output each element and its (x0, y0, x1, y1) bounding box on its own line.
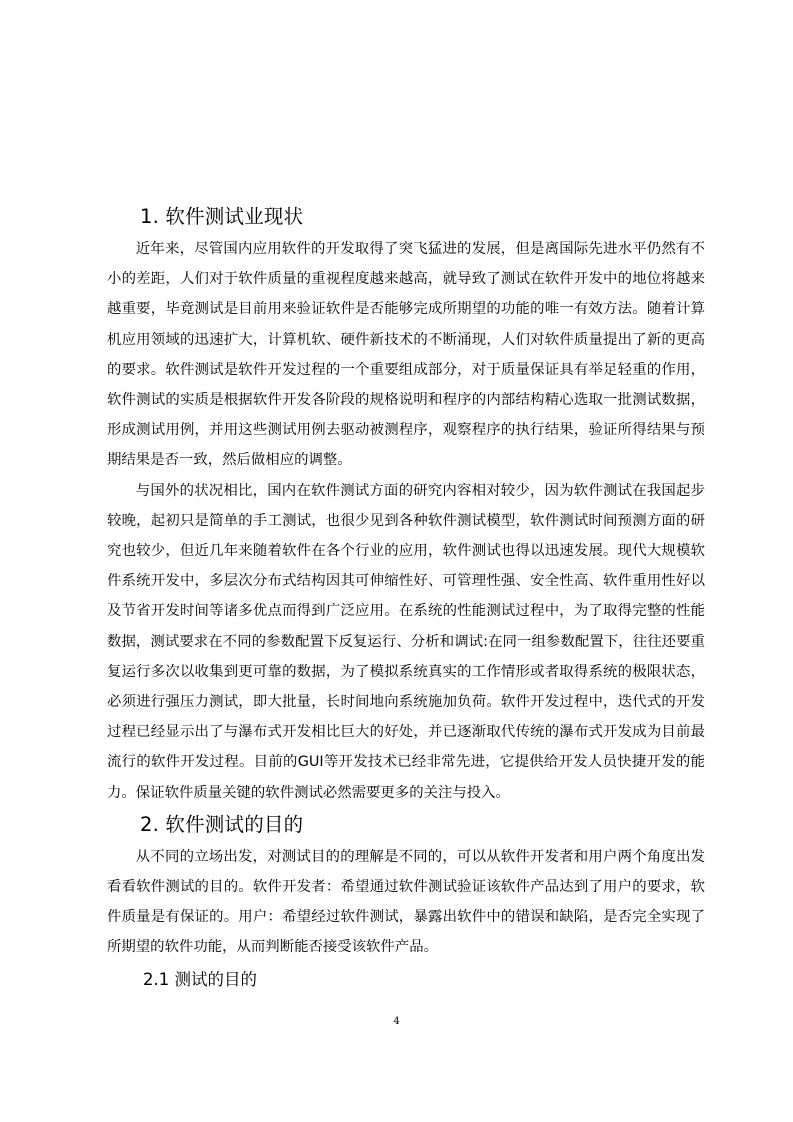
paragraph-purpose-1: 从不同的立场出发，对测试目的的理解是不同的，可以从软件开发者和用户两个角度出发看看软件测试的目的。软件开发者：希望通过软件测试验证该软件产品达到了用户的要求，软件质量是有保证的。用户：希望经过软件测试，暴露出软件中的错误和缺陷，是否完全实现了所期望的软件功能，从而判断能否接受该软件产品。 (107, 848, 705, 956)
paragraph-status-1: 近年来，尽管国内应用软件的开发取得了突飞猛进的发展，但是离国际先进水平仍然有不小的差距，人们对于软件质量的重视程度越来越高，就导致了测试在软件开发中的地位将越来越重要，毕竟测试是目前用来验证软件是否能够完成所期望的功能的唯一有效方法。随着计算机应用领域的迅速扩大，计算机软、硬件新技术的不断涌现，人们对软件质量提出了新的更高的要求。软件测试是软件开发过程的一个重要组成部分，对于质量保证具有举足轻重的作用，软件测试的实质是根据软件开发各阶段的规格说明和程序的内部结构精心选取一批测试数据，形成测试用例，并用这些测试用例去驱动被测程序，观察程序的执行结果，验证所得结果与预期结果是否一致，然后做相应的调整。 (107, 241, 705, 469)
section-heading-purpose: 2. 软件测试的目的 (140, 812, 304, 836)
subsection-heading-test-purpose: 2.1 测试的目的 (143, 969, 257, 989)
page-content (107, 200, 705, 997)
section-heading-status: 1. 软件测试业现状 (140, 205, 304, 228)
page-number: 4 (393, 1016, 400, 1027)
paragraph-status-2: 与国外的状况相比，国内在软件测试方面的研究内容相对较少，因为软件测试在我国起步较晚，起初只是简单的手工测试，也很少见到各种软件测试模型，软件测试时间预测方面的研究也较少，但近几年来随着软件在各个行业的应用，软件测试也得以迅速发展。现代大规模软件系统开发中，多层次分布式结构因其可伸缩性好、可管理性强、安全性高、软件重用性好以及节省开发时间等诸多优点而得到广泛应用。在系统的性能测试过程中，为了取得完整的性能数据，测试要求在不同的参数配置下反复运行、分析和调试:在同一组参数配置下，往往还要重复运行多次以收集到更可靠的数据，为了模拟系统真实的工作情形或者取得系统的极限状态，必须进行强压力测试，即大批量，长时间地向系统施加负荷。软件开发过程中，迭代式的开发过程已经显示出了与瀑布式开发相比巨大的好处，并已逐渐取代传统的瀑布式开发成为目前最流行的软件开发过程。目前的GUI等开发技术已经非常先进，它提供给开发人员快捷开发的能力。保证软件质量关键的软件测试必然需要更多的关注与投入。 (107, 482, 705, 801)
